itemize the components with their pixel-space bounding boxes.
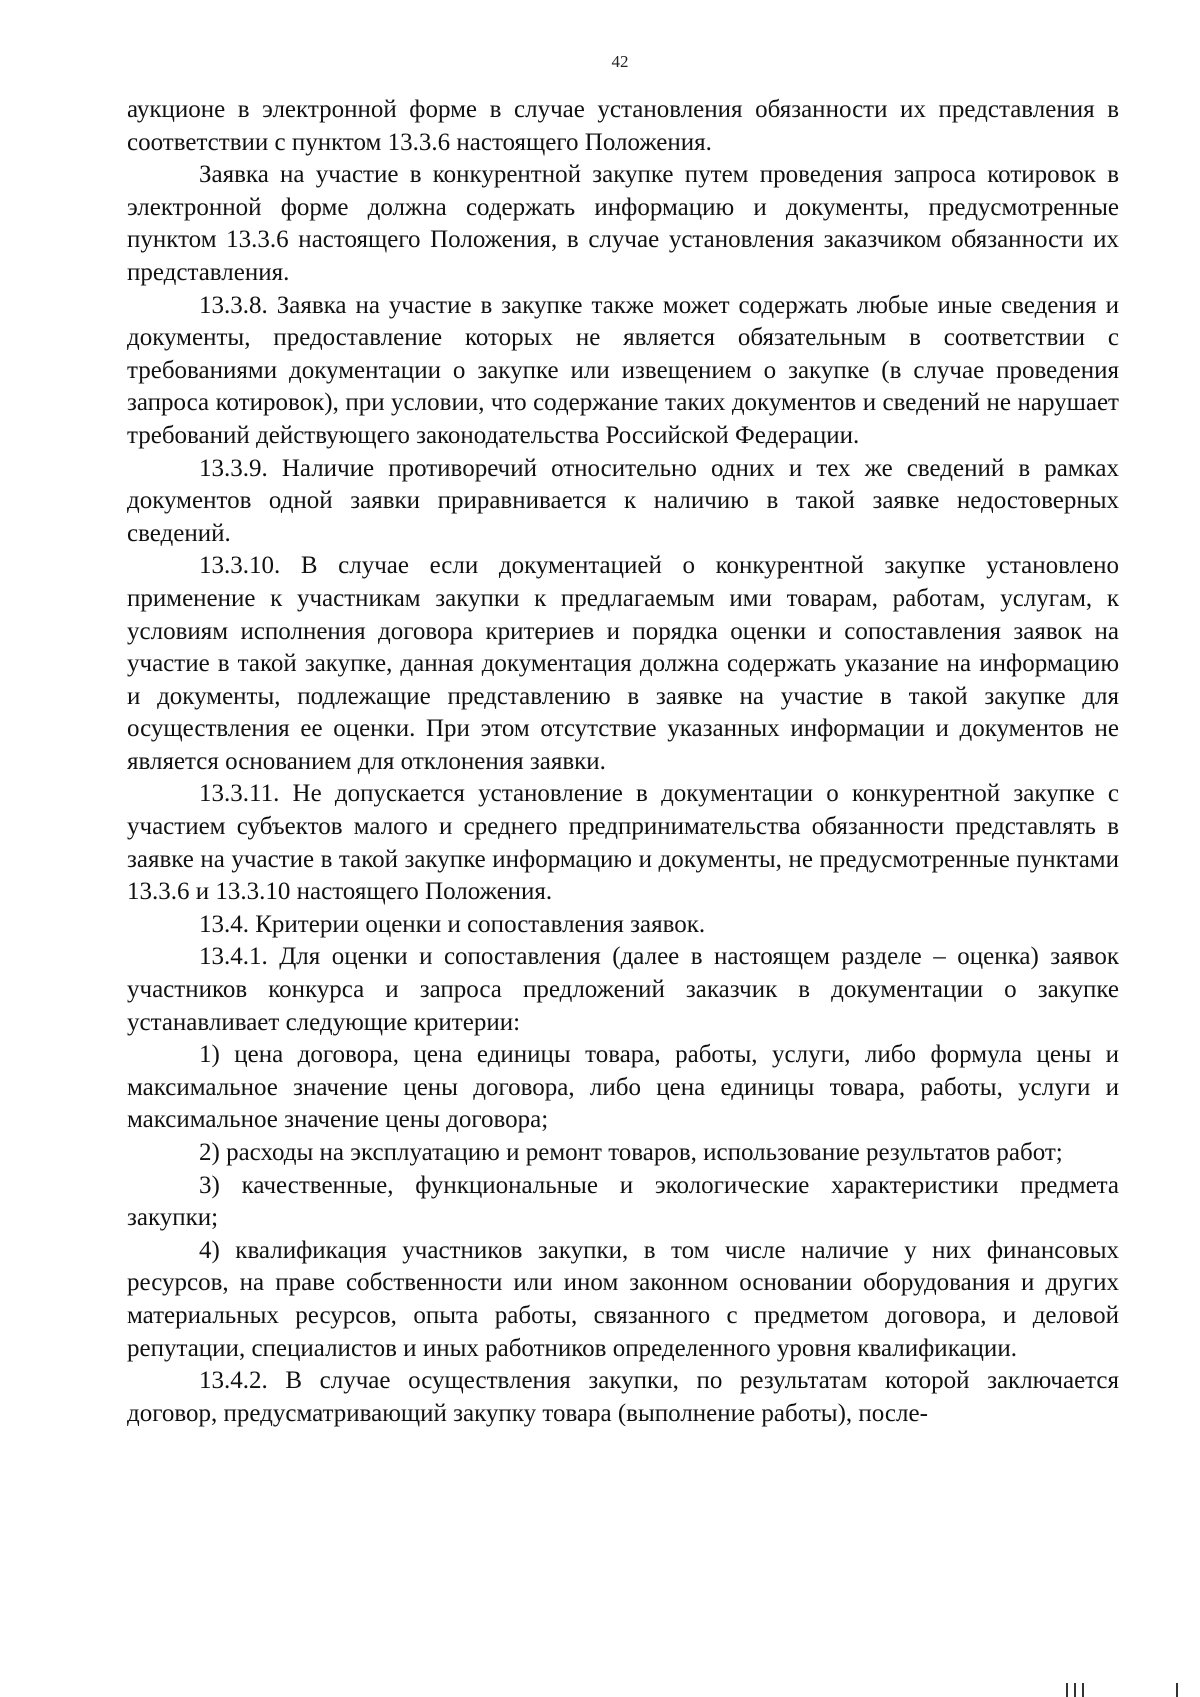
scan-edge-mark [1176,1683,1178,1697]
paragraph-quotation-request: Заявка на участие в конкурентной закупке путем проведения запроса котировок в электронной форме должна содержать информацию и документы, предусмотренные пунктом 13.3.6 настоящего Положения, в случае установления заказчиком обязанности их представления. [127,161,1119,286]
document-body [127,94,1119,1430]
paragraph-13-3-9: 13.3.9. Наличие противоречий относительно одних и тех же сведений в рамках документов одной заявки приравнивается к наличию в такой заявке недостоверных сведений. [127,454,1119,547]
page-number: 42 [611,52,629,71]
list-item-criterion-4: 4) квалификация участников закупки, в том числе наличие у них финансовых ресурсов, на праве собственности или ином законном основании оборудования и других материальных ресурсов, опыта работы, связанного с предметом договора, и деловой репутации, специалистов и иных работников определенного уровня квалификации. [127,1236,1119,1362]
paragraph-13-3-10: 13.3.10. В случае если документацией о конкурентной закупке установлено применение к участникам закупки к предлагаемым ими товарам, работам, услугам, к условиям исполнения договора критериев и порядка оценки и сопоставления заявок на участие в такой закупке, данная документация должна содержать указание на информацию и документы, подлежащие представлению в заявке на участие в такой закупке для осуществления ее оценки. При этом отсутствие указанных информации и документов не является основанием для отклонения заявки. [127,552,1119,775]
section-heading-13-4: 13.4. Критерии оценки и сопоставления заявок. [199,910,706,938]
paragraph-13-4-1: 13.4.1. Для оценки и сопоставления (далее в настоящем разделе – оценка) заявок участников конкурса и запроса предложений заказчик в документации о закупке устанавливает следующие критерии: [127,943,1119,1036]
paragraph-13-3-11: 13.3.11. Не допускается установление в документации о конкурентной закупке с участием субъектов малого и среднего предпринимательства обязанности представлять в заявке на участие в такой закупке информацию и документы, не предусмотренные пунктами 13.3.6 и 13.3.10 настоящего Положения. [127,780,1119,906]
scan-edge-mark [1074,1683,1076,1697]
scan-edge-mark [1066,1683,1068,1697]
list-item-criterion-2: 2) расходы на эксплуатацию и ремонт товаров, использование результатов работ; [199,1139,1063,1166]
paragraph-13-3-8: 13.3.8. Заявка на участие в закупке также может содержать любые иные сведения и документы, предоставление которых не является обязательным в соответствии с требованиями документации о закупке или извещением о закупке (в случае проведения запроса котировок), при условии, что содержание таких документов и сведений не нарушает требований действующего законодательства Российской Федерации. [127,291,1119,449]
list-item-criterion-3: 3) качественные, функциональные и экологические характеристики предмета закупки; [127,1171,1119,1232]
scan-edge-mark [1082,1683,1084,1697]
paragraph-13-4-2: 13.4.2. В случае осуществления закупки, по результатам которой заключается договор, предусматривающий закупку товара (выполнение работы), после- [127,1367,1119,1427]
list-item-criterion-1: 1) цена договора, цена единицы товара, работы, услуги, либо формула цены и максимальное значение цены договора, либо цена единицы товара, работы, услуги и максимальное значение цены договора; [127,1041,1119,1134]
paragraph-auction-continuation: аукционе в электронной форме в случае установления обязанности их представления в соответствии с пунктом 13.3.6 настоящего Положения. [127,96,1119,156]
